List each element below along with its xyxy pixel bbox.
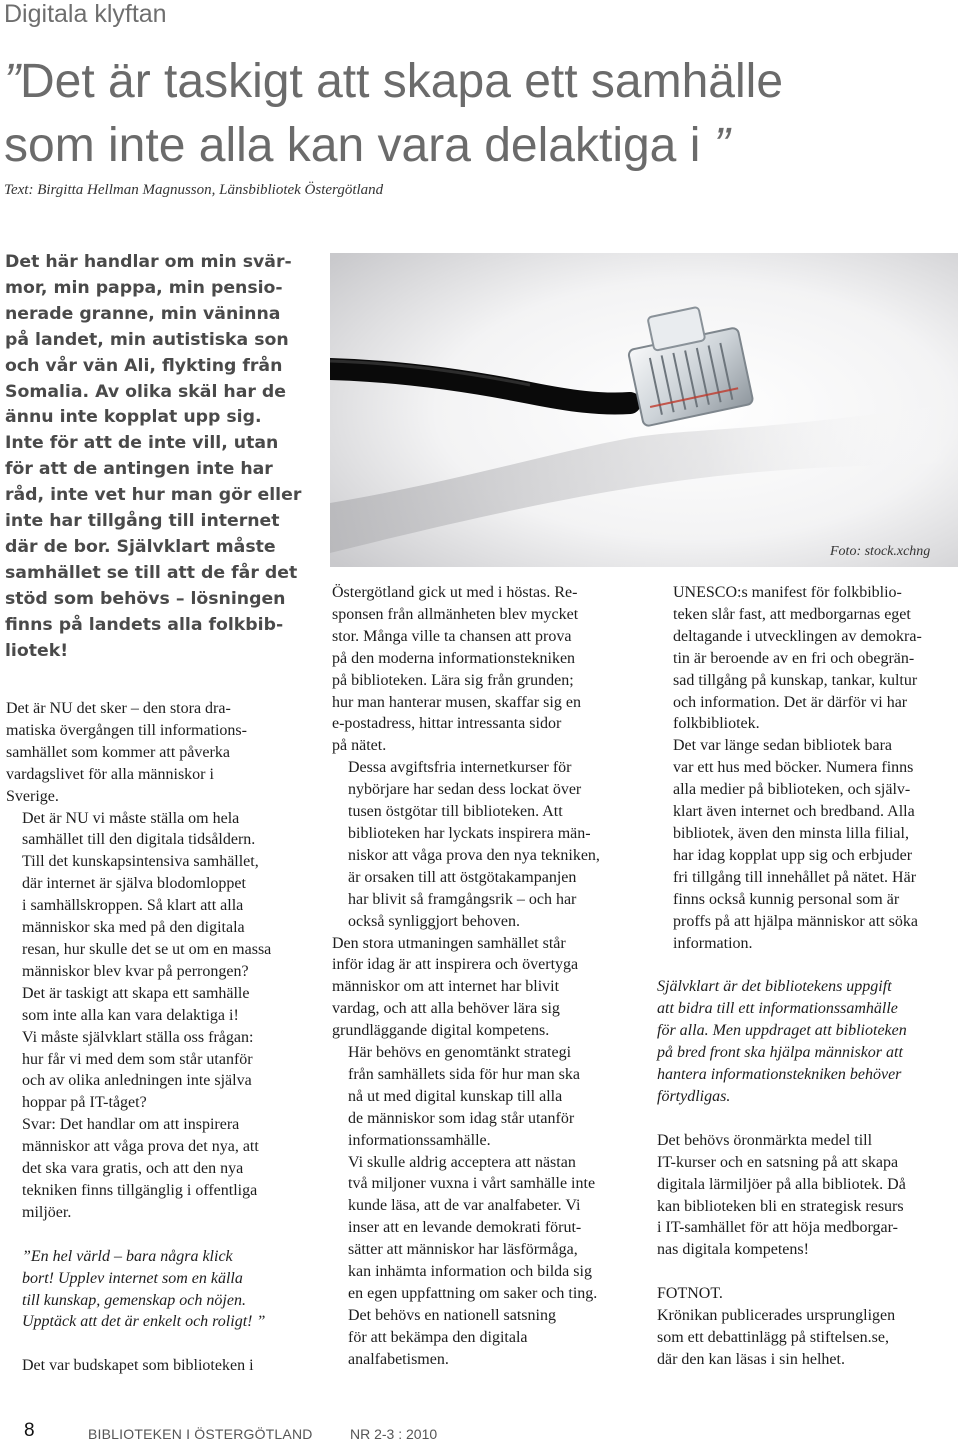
lead-line: och vår vän Ali, flykting från <box>5 355 283 376</box>
col2-paragraph-4 <box>332 1042 600 1152</box>
text-line: människor att våga prova det nya, att <box>22 1138 259 1156</box>
col1-paragraph-1 <box>6 698 271 808</box>
title-line-1: ”Det är taskigt att skapa ett samhälle <box>4 55 784 108</box>
col1-paragraph-4 <box>6 1114 271 1224</box>
ethernet-cable-photo <box>330 253 958 567</box>
text-line: i IT-samhället för att höja medborgar- <box>657 1219 898 1237</box>
text-line: har idag kopplat upp sig och erbjuder <box>673 846 913 864</box>
text-line: människor blev kvar på perrongen? <box>22 962 249 980</box>
text-line: proffs på att hjälpa människor att söka <box>673 912 918 930</box>
text-line: Det är NU det sker – den stora dra- <box>6 700 231 717</box>
lead-line: inte har tillgång till internet <box>5 511 280 532</box>
lead-line: på landet, min autistiska son <box>5 329 289 350</box>
text-line: i samhällskroppen. Så klart att alla <box>22 897 244 915</box>
text-line: är orsaken till att östgötakampanjen <box>348 868 577 886</box>
text-line: stor. Många ville ta chansen att prova <box>332 627 572 645</box>
text-line: alla medier på biblioteken, och själv- <box>673 781 911 799</box>
col2-paragraph-5 <box>332 1152 600 1305</box>
text-line: Det var länge sedan bibliotek bara <box>673 737 893 755</box>
lead-line: samhället se till att de får det <box>5 562 298 583</box>
lead-line: Det här handlar om min svär- <box>5 252 292 272</box>
text-line: på nätet. <box>332 737 387 755</box>
text-line: Det är taskigt att skapa ett samhälle <box>22 984 250 1002</box>
text-line: hantera informationstekniken behöver <box>657 1066 902 1084</box>
text-line: e-postadress, hittar intressanta sidor <box>332 715 562 733</box>
text-line: att bidra till ett informationssamhälle <box>657 1000 898 1018</box>
text-line: samhället som kommer att påverka <box>6 743 230 761</box>
text-line: resan, hur skulle det se ut om en massa <box>22 940 272 958</box>
text-line: Upptäck att det är enkelt och roligt! ” <box>22 1313 266 1331</box>
footnote-heading: FOTNOT. <box>657 1285 723 1303</box>
text-line: också synliggjort behoven. <box>348 912 520 930</box>
text-line: tin är beroende av en fri och obegrän- <box>673 649 915 667</box>
text-line: Krönikan publicerades ursprungligen <box>657 1307 896 1325</box>
text-line: på bred front ska hjälpa människor att <box>657 1044 903 1062</box>
title-quote-open: ” <box>4 55 20 108</box>
text-line: fri tillgång till innehållet på nätet. Här <box>673 868 917 886</box>
text-line: Det behövs en nationell satsning <box>348 1306 556 1324</box>
lead-line: råd, inte vet hur man gör eller <box>5 485 302 506</box>
text-line: hur får vi med dem som står utanför <box>22 1050 253 1068</box>
text-line: för alla. Men uppdraget att biblioteken <box>657 1022 907 1040</box>
text-line: från samhällets sida för hur man ska <box>348 1065 580 1083</box>
section-label: Digitala klyftan <box>4 0 167 28</box>
text-line: folkbibliotek. <box>673 715 760 733</box>
col3-paragraph-2 <box>657 735 922 954</box>
text-line: nybörjare har sedan dess lockat över <box>348 781 582 799</box>
text-line: ”En hel värld – bara några klick <box>22 1247 233 1265</box>
col1-paragraph-3 <box>6 983 271 1114</box>
lead-line: finns på landets alla folkbib- <box>5 614 284 635</box>
lead-line: Somalia. Av olika skäl har de <box>5 381 286 402</box>
col3-paragraph-1 <box>657 582 922 735</box>
text-line: hoppar på IT-tåget? <box>22 1094 147 1112</box>
text-line: Det behövs öronmärkta medel till <box>657 1131 873 1149</box>
text-line: de människor som idag står utanför <box>348 1109 575 1127</box>
text-line: vardag, och att alla behöver lära sig <box>332 1000 560 1018</box>
text-line: och av olika anledningen inte själva <box>22 1072 252 1090</box>
text-line: Vi måste självklart ställa oss frågan: <box>22 1028 254 1046</box>
col3-italic-conclusion <box>657 976 922 1107</box>
text-line: och information. Det är därför vi har <box>673 693 908 711</box>
page-number: 8 <box>24 1420 35 1441</box>
text-line: niskor att våga prova den nya tekniken, <box>348 846 600 864</box>
text-line: matiska övergången till informations- <box>6 721 247 739</box>
issue-number: NR 2-3 : 2010 <box>350 1426 438 1442</box>
col1-campaign-quote <box>6 1246 271 1334</box>
text-line: hur man hanterar musen, skaffar sig en <box>332 693 581 711</box>
text-line: Vi skulle aldrig acceptera att nästan <box>348 1153 576 1171</box>
text-line: teken slår fast, att medborgarnas eget <box>673 605 911 623</box>
text-line: deltagande i utvecklingen av demokra- <box>673 627 922 645</box>
col1-paragraph-2 <box>6 808 271 983</box>
text-line: miljöer. <box>22 1203 72 1221</box>
text-line: nas digitala kompetens! <box>657 1241 809 1259</box>
text-line: som ett debattinlägg på stiftelsen.se, <box>657 1329 889 1347</box>
column-2 <box>332 582 600 1371</box>
text-line: förtydligas. <box>657 1087 731 1105</box>
text-line: Till det kunskapsintensiva samhället, <box>22 853 259 871</box>
text-line: informationssamhälle. <box>348 1131 491 1149</box>
col2-paragraph-1 <box>332 582 600 757</box>
text-line: Här behövs en genomtänkt strategi <box>348 1044 572 1062</box>
title-quote-close: ” <box>713 119 730 172</box>
text-line: kan biblioteken bli en strategisk resurs <box>657 1197 904 1215</box>
photo-credit: Foto: stock.xchng <box>830 544 931 559</box>
text-line: inser att en levande demokrati förut- <box>348 1219 582 1237</box>
text-line: Det var budskapet som biblioteken i <box>22 1357 254 1375</box>
text-line: sätter att människor har läsförmåga, <box>348 1241 578 1259</box>
col2-paragraph-3 <box>332 933 600 1043</box>
text-line: bibliotek, även den minsta lilla filial, <box>673 824 909 842</box>
text-line: var ett hus med böcker. Numera finns <box>673 759 914 777</box>
text-line: digitala lärmiljöer på alla bibliotek. Då <box>657 1175 906 1193</box>
text-line: en egen uppfattning om saker och ting. <box>348 1285 598 1302</box>
text-line: som inte alla kan vara delaktiga i! <box>22 1006 239 1024</box>
text-line: där den kan läsas i sin helhet. <box>657 1351 845 1368</box>
text-line: har blivit så framgångsrik – och har <box>348 890 577 908</box>
text-line: UNESCO:s manifest för folkbiblio- <box>673 584 902 601</box>
column-3 <box>657 582 922 1371</box>
text-line: på biblioteken. Lära sig från grunden; <box>332 671 574 689</box>
text-line: människor om att internet har blivit <box>332 978 560 996</box>
lead-paragraph <box>5 250 305 665</box>
text-line: bort! Upplev internet som en källa <box>22 1269 243 1287</box>
text-line: information. <box>673 934 753 952</box>
publication-name: BIBLIOTEKEN I ÖSTERGÖTLAND <box>88 1426 313 1442</box>
lead-line: för att de antingen inte har <box>5 459 273 480</box>
article-title <box>4 50 954 178</box>
text-line: Svar: Det handlar om att inspirera <box>22 1116 240 1134</box>
lead-line: liotek! <box>5 640 69 661</box>
text-line: Det är NU vi måste ställa om hela <box>22 809 240 827</box>
col3-paragraph-3 <box>657 1130 922 1261</box>
lead-line: stöd som behövs – lösningen <box>5 588 286 609</box>
text-line: två miljoner vuxna i vårt samhälle inte <box>348 1175 596 1193</box>
text-line: Östergötland gick ut med i höstas. Re- <box>332 584 578 601</box>
lead-line: ännu inte kopplat upp sig. <box>5 407 262 428</box>
col1-paragraph-5 <box>6 1355 271 1377</box>
lead-line: mor, min pappa, min pensio- <box>5 277 283 298</box>
title-line-2: som inte alla kan vara delaktiga i ” <box>4 119 730 172</box>
text-line: analfabetismen. <box>348 1350 449 1368</box>
text-line: kan inhämta information och bilda sig <box>348 1263 592 1281</box>
text-line: tusen östgötar till biblioteken. Att <box>348 803 563 821</box>
text-line: Den stora utmaningen samhället står <box>332 934 566 952</box>
text-line: biblioteken har lyckats inspirera män- <box>348 824 591 842</box>
text-line: vardagslivet för alla människor i <box>6 765 214 783</box>
text-line: nå ut med digital kunskap till alla <box>348 1087 563 1105</box>
text-line: IT-kurser och en satsning på att skapa <box>657 1153 899 1171</box>
lead-line: Inte för att de inte vill, utan <box>5 433 279 454</box>
text-line: sad tillgång på kunskap, tankar, kultur <box>673 671 918 689</box>
text-line: till kunskap, gemenskap och nöjen. <box>22 1291 246 1309</box>
text-line: Sverige. <box>6 787 59 805</box>
text-line: på den moderna informationstekniken <box>332 649 576 667</box>
column-1 <box>6 698 271 1377</box>
text-line: klart även internet och bredband. Alla <box>673 803 915 821</box>
text-line: inför idag är att inspirera och övertyga <box>332 956 579 974</box>
lead-line: där de bor. Självklart måste <box>5 536 276 557</box>
text-line: Dessa avgiftsfria internetkurser för <box>348 759 572 777</box>
text-line: Självklart är det bibliotekens uppgift <box>657 978 892 996</box>
text-line: grundläggande digital kompetens. <box>332 1022 550 1040</box>
byline: Text: Birgitta Hellman Magnusson, Länsbibliotek Östergötland <box>4 182 384 198</box>
text-line: finns också kunnig personal som är <box>673 890 900 908</box>
text-line: tekniken finns tillgänglig i offentliga <box>22 1181 258 1199</box>
text-line: kunde läsa, att de var analfabeter. Vi <box>348 1197 581 1215</box>
text-line: för att bekämpa den digitala <box>348 1328 528 1346</box>
text-line: där internet är själva blodomloppet <box>22 875 246 893</box>
col2-paragraph-6 <box>332 1305 600 1371</box>
lead-line: nerade granne, min väninna <box>5 303 281 324</box>
text-line: sponsen från allmänheten blev mycket <box>332 605 579 623</box>
text-line: det ska vara gratis, och att den nya <box>22 1160 244 1178</box>
col2-paragraph-2 <box>332 757 600 932</box>
text-line: samhället till den digitala tidsåldern. <box>22 831 256 849</box>
footnote-text <box>657 1305 922 1371</box>
text-line: människor ska med på den digitala <box>22 919 245 937</box>
